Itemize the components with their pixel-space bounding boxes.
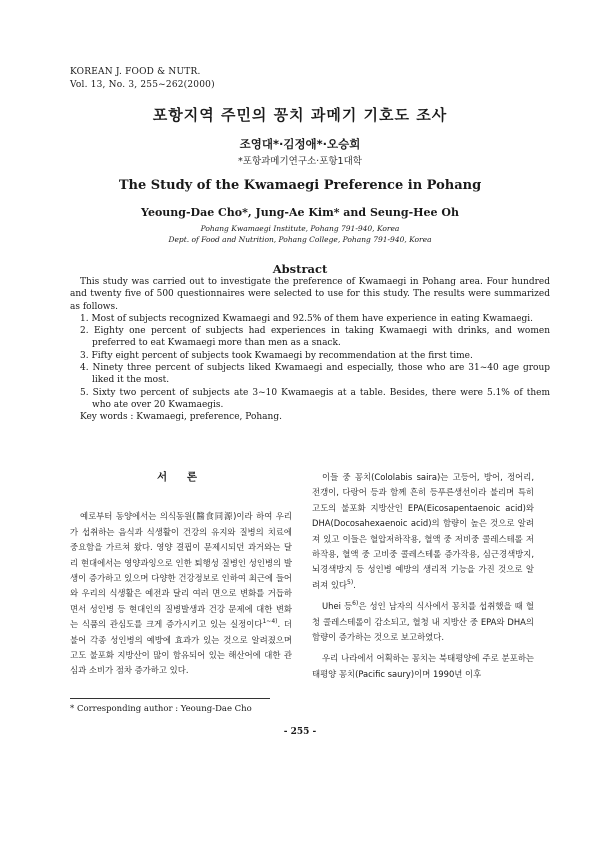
- citation-ref: 5): [347, 579, 354, 587]
- section-title-introduction: 서 론: [157, 471, 205, 483]
- right-column: [312, 470, 534, 682]
- abstract-results-list: [70, 313, 550, 411]
- abstract-intro: This study was carried out to investigate the preference of Kwamaegi in Pohang area. Four hundred and twenty five of 500 questionnaires were selected to use for this study. The results were summarized as follows.: [70, 277, 550, 312]
- journal-citation: [70, 66, 215, 92]
- abstract-result-item: 2. Eighty one percent of subjects had experiences in taking Kwamaegi with drinks, and women preferred to eat Kwamaegi more than men as a snack.: [80, 326, 550, 349]
- english-affiliation-2: Dept. of Food and Nutrition, Pohang College, Pohang 791-940, Korea: [168, 235, 432, 244]
- citation-ref: 6): [352, 600, 359, 608]
- abstract-heading: Abstract: [272, 262, 328, 276]
- korean-affiliation: *포항과메기연구소·포항1대학: [238, 156, 362, 167]
- abstract-result-item: 5. Sixty two percent of subjects ate 3~10 Kwamaegis at a table. Besides, there were 5.1% of them who ate over 20 Kwamaegis.: [80, 387, 550, 410]
- footnote-divider: [70, 698, 270, 699]
- intro-paragraph-1-tail: . 더불어 각종 성인병의 예방에 효과가 있는 것으로 알려졌으며 고도 불포화 지방산이 많이 함유되어 있는 해산어에 대한 관심과 소비가 점차 증가하고 있다.: [70, 619, 292, 676]
- intro-paragraph-2-text: 이들 중 꽁치(Cololabis saira)는 고등어, 방어, 정어리, 전갱이, 다랑어 등과 함께 흔히 등푸른생선이라 불리며 특히 고도의 불포화 지방산인 EPA(Eicosapentaenoic acid)와 DHA(Docosahexaenoic acid)의 함량이 높은 것으로 알려져 있고 이들은 혈압저하작용, 혈액 중 저비중 콜레스테롤 저하작용, 혈액 중 고비중 콜레스테롤 증가작용, 심근경색방지, 뇌경색방지 등 성인병 예방의 생리적 기능을 가진 것으로 알려져 있다: [312, 472, 534, 590]
- citation-ref: 1~4): [262, 618, 278, 626]
- abstract-result-item: 3. Fifty eight percent of subjects took Kwamaegi by recommendation at the first time.: [80, 350, 473, 361]
- intro-paragraph-2: [312, 470, 534, 593]
- english-affiliation-1: Pohang Kwamaegi Institute, Pohang 791-940, Korea: [200, 224, 400, 233]
- intro-paragraph-2-end: .: [353, 579, 356, 590]
- intro-paragraph-1-text: 예로부터 동양에서는 의식동원(醫食同源)이라 하여 우리가 섭취하는 음식과 식생활이 건강의 유지와 질병의 치료에 중요함을 가르쳐 왔다. 영양 결핍이 문제시되던 과거와는 달리 현대에서는 영양과잉으로 인한 퇴행성 질병인 성인병의 발생이 증가하고 있으며 다양한 건강정보로 인하여 최근에 들어와 우리의 식생활은 예전과 달리 여러 면으로 변화를 거듭하면서 성인병 등 현대인의 질병발생과 건강 문제에 대한 변화는 식품의 관심도를 크게 증가시키고 있는 실정이다: [70, 511, 292, 630]
- abstract-body: [70, 276, 550, 424]
- intro-paragraph-3-lead: Uhei 등: [322, 601, 353, 612]
- intro-paragraph-3-text: 은 성인 남자의 식사에서 꽁치를 섭취했을 때 혈청 콜레스테롤이 감소되고, 혈청 내 지방산 중 EPA와 DHA의 함량이 증가하는 것으로 보고하였다.: [312, 601, 534, 643]
- abstract-result-item: 1. Most of subjects recognized Kwamaegi and 92.5% of them have experience in eating Kwamaegi.: [80, 313, 534, 324]
- english-authors: Yeoung-Dae Cho*, Jung-Ae Kim* and Seung-Hee Oh: [141, 206, 459, 219]
- left-column: [70, 470, 292, 679]
- korean-title: 포항지역 주민의 꽁치 과메기 기호도 조사: [152, 106, 448, 124]
- intro-paragraph-1: [70, 509, 292, 678]
- page-number: - 255 -: [283, 727, 317, 737]
- abstract-result-item: 4. Ninety three percent of subjects liked Kwamaegi and especially, those who are 31~40 age group liked it the most.: [80, 363, 550, 386]
- journal-name: KOREAN J. FOOD & NUTR.: [70, 67, 201, 77]
- journal-volume: Vol. 13, No. 3, 255~262(2000): [70, 80, 215, 90]
- intro-paragraph-4: 우리 나라에서 어획하는 꽁치는 북태평양에 주로 분포하는 태평양 꽁치(Pacific saury)이며 1990년 이후: [312, 653, 534, 679]
- english-title: The Study of the Kwamaegi Preference in Pohang: [118, 178, 482, 193]
- korean-authors: 조영대*·김정애*·오승희: [239, 137, 361, 151]
- corresponding-author-footnote: * Corresponding author : Yeoung-Dae Cho: [70, 704, 252, 714]
- intro-paragraph-3: [312, 599, 534, 645]
- abstract-keywords: Key words : Kwamaegi, preference, Pohang.: [80, 412, 282, 423]
